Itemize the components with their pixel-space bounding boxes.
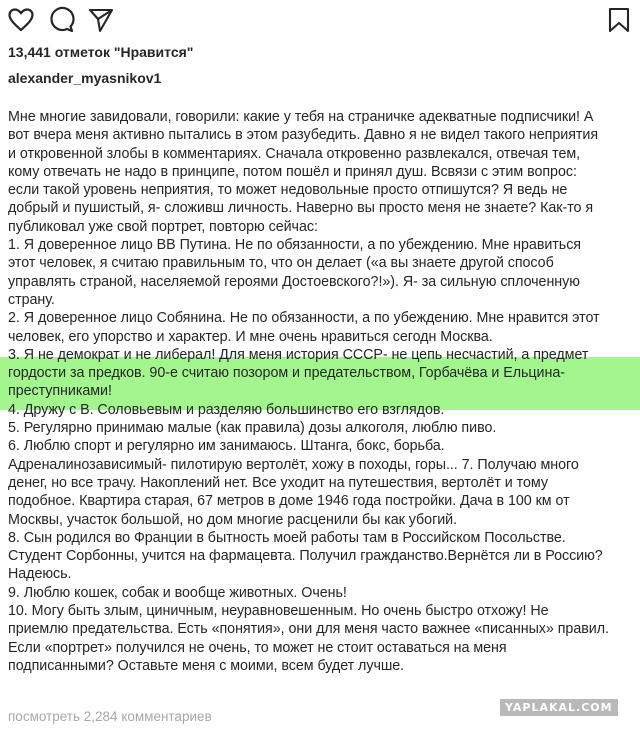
caption-line: этот человек, я считаю правильным то, что он делает («а вы знаете другой способ	[8, 255, 554, 272]
view-comments-link[interactable]: посмотреть 2,284 комментариев	[8, 709, 212, 724]
comment-bubble-icon[interactable]	[47, 6, 75, 34]
caption-line-highlighted: 3. Я не демократ и не либерал! Для меня история СССР- не цепь несчастий, а предмет	[8, 346, 589, 363]
caption-line: Москвы, участок большой, но дом многие расценили бы как убогий.	[8, 511, 458, 528]
caption-line: подписанными? Оставьте меня с моими, всем будет лучше.	[8, 657, 405, 674]
caption-line: кому отвечать не надо в принципе, потом пошёл и принял душ. Всвязи с этим вопрос:	[8, 163, 577, 180]
caption-line: приемлю предательства. Есть «понятия», они для меня часто важнее «писанных» правил.	[8, 621, 609, 638]
post-actions-bar	[0, 0, 640, 40]
caption-line: вот вчера меня активно пытались в этом разубедить. Давно я не видел такого неприятия	[8, 127, 599, 144]
caption-line: страну.	[8, 291, 55, 308]
paper-plane-icon[interactable]	[87, 6, 115, 34]
caption-line: 10. Могу быть злым, циничным, неуравновешенным. Но очень быстро отхожу! Не	[8, 603, 549, 620]
caption-line: и откровенной злобы в комментариях. Сначала откровенно развлекался, отвечая тем,	[8, 145, 581, 162]
likes-count[interactable]: 13,441 отметок "Нравится"	[8, 44, 194, 60]
caption-line: 5. Регулярно принимаю малые (как правила) дозы алкоголя, люблю пиво.	[8, 420, 497, 437]
caption-line: 9. Люблю кошек, собак и вообще животных. Очень!	[8, 584, 347, 601]
caption-line: Если «портрет» получился не очень, то может не стоит оставаться на меня	[8, 639, 507, 656]
caption-line: если такой уровень неприятия, то может недовольные просто отпишутся? Я ведь не	[8, 182, 568, 199]
caption-line: 4. Дружу с В. Соловьевым и разделяю большинство его взглядов.	[8, 401, 445, 418]
caption-line-highlighted: преступниками!	[8, 383, 112, 400]
post-caption	[8, 108, 636, 675]
caption-line: Студент Сорбонны, учится на фармацевта. Получил гражданство.Вернётся ли в Россию?	[8, 548, 603, 565]
caption-line: 2. Я доверенное лицо Собянина. Не по обязанности, а по убеждению. Мне нравится этот	[8, 310, 600, 327]
caption-line: Надеюсь.	[8, 566, 72, 583]
bookmark-icon[interactable]	[605, 6, 633, 34]
caption-line-highlighted: гордости за предков. 90-е считаю позором и предательством, Горбачёва и Ельцина-	[8, 365, 565, 382]
caption-line: 6. Люблю спорт и регулярно им занимаюсь. Штанга, бокс, борьба.	[8, 438, 445, 455]
caption-line: публиковал уже свой портрет, повторю сейчас:	[8, 218, 318, 235]
post-author-username[interactable]: alexander_myasnikov1	[8, 70, 162, 86]
caption-line: Адреналинозависимый- пилотирую вертолёт, хожу в походы, горы... 7. Получаю много	[8, 456, 579, 473]
caption-line: денег, но все трачу. Накоплений нет. Все уходит на путешествия, вертолёт и тому	[8, 474, 548, 491]
caption-line: 1. Я доверенное лицо ВВ Путина. Не по обязанности, а по убеждению. Мне нравиться	[8, 237, 581, 254]
caption-line: управлять страной, населяемой героями Достоевского?!»). Я- за сильную сплоченную	[8, 273, 580, 290]
heart-icon[interactable]	[7, 6, 35, 34]
caption-line: добрый и пушистый, я- сложивш личность. Наверно вы просто меня не знаете? Как-то я	[8, 200, 594, 217]
caption-line: подобное. Квартира старая, 67 метров в доме 1946 года постройки. Дача в 100 км от	[8, 493, 570, 510]
caption-line: человек, его упорство и характер. И мне очень нравиться сегодн Москва.	[8, 328, 493, 345]
caption-line: Мне многие завидовали, говорили: какие у тебя на страничке адекватные подписчики! А	[8, 109, 594, 125]
caption-line: 8. Сын родился во Франции в бытность моей работы там в Российском Посольстве.	[8, 529, 566, 546]
site-watermark: YAPLAKAL.COM	[500, 699, 618, 716]
